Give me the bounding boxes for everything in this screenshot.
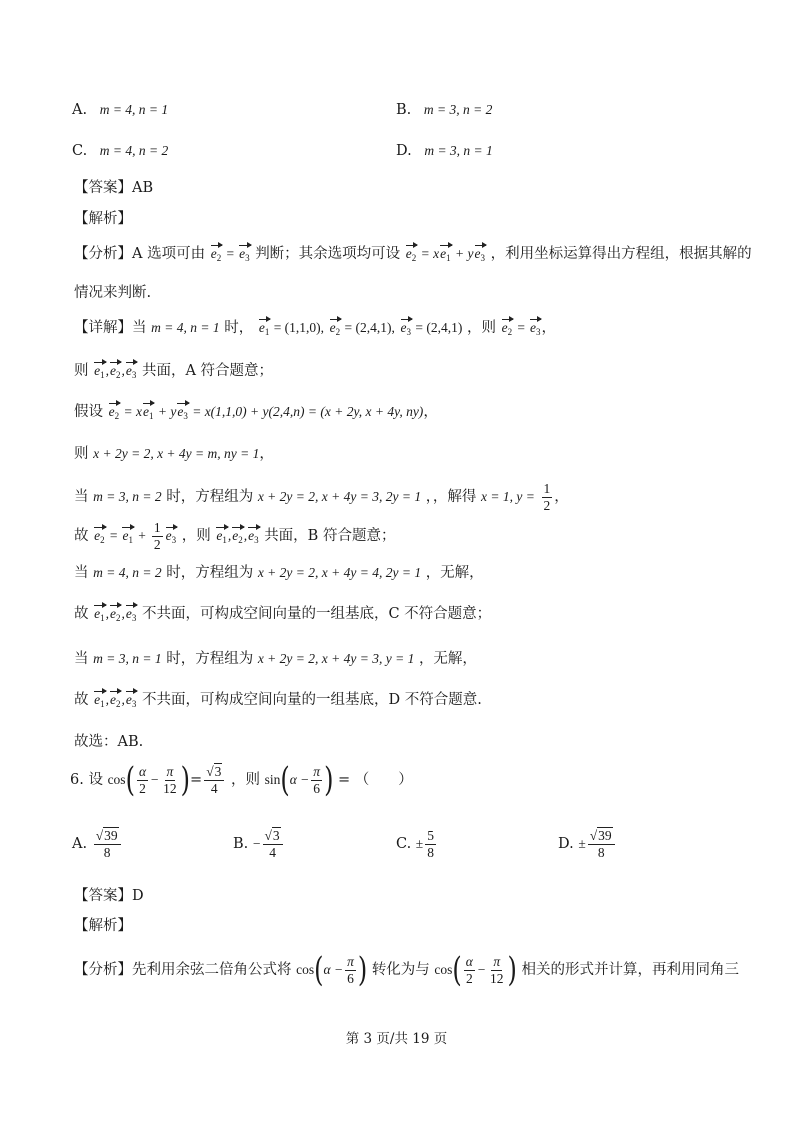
math: cos xyxy=(107,772,126,788)
text: = （ ） xyxy=(338,772,413,789)
case-c-line xyxy=(74,565,484,582)
text: 判断；其余选项均可设 xyxy=(255,246,401,262)
q6-option-d xyxy=(558,828,617,860)
fraction: $\frac{\pi}{12}$ xyxy=(490,954,504,986)
q6-analysis-paragraph: 【分析】先利用余弦二倍角公式将 cos(α − $\frac{\pi}{6}$ ) 转化为与 cos( $\frac{\alpha}{2}$ − $\frac{\pi}{12}$ ) 相关的形式并计算，再利用同角三 xyxy=(74,949,739,990)
math: x + 2y = 2, x + 4y = 3, y = 1 xyxy=(257,651,415,666)
math: m = 4, n = 2 xyxy=(93,565,162,580)
fraction: $\frac{\pi}{6}$ xyxy=(347,954,354,986)
math: m = 4, n = 1 xyxy=(151,320,220,335)
fraction: $\frac{\alpha}{2}$ xyxy=(138,764,147,796)
text: 【详解】当 xyxy=(74,320,147,336)
text: 【分析】A 选项可由 xyxy=(74,246,206,262)
case-b-result: 故 $e_2 = e_1$ + $\frac{1}{2}$ $e_3$ ，则 $e_1,e_2,e_3$ 共面，B 符合题意； xyxy=(74,520,396,552)
math: x + 2y = 2, x + 4y = 3, 2y = 1 xyxy=(257,489,422,505)
case-d-line xyxy=(74,651,477,668)
text: 不共面，可构成空间向量的一组基底，D 不符合题意. xyxy=(141,692,482,708)
answer-label: 【答案】AB xyxy=(74,180,154,196)
q6-analysis-label: 【解析】 xyxy=(74,918,132,934)
option-letter: D. xyxy=(558,836,574,853)
fraction: $\frac{\pi}{12}$ xyxy=(163,764,177,796)
option-letter: B. xyxy=(396,102,412,118)
option-letter: B. xyxy=(233,836,249,853)
text: 时，方程组为 xyxy=(166,651,254,667)
text: ，，解得 xyxy=(425,489,477,506)
text: ，则 xyxy=(230,772,260,789)
math: cos xyxy=(296,962,315,978)
text: 共面，B 符合题意； xyxy=(264,528,396,545)
math: x + 2y = 2, x + 4y = 4, 2y = 1 xyxy=(257,565,422,580)
text: ，无解， xyxy=(418,651,477,667)
text: 【分析】先利用余弦二倍角公式将 xyxy=(74,962,292,979)
fraction: $\frac{\alpha}{2}$ xyxy=(465,954,473,986)
text: 当 xyxy=(74,651,89,667)
text: 则 xyxy=(74,363,89,379)
sign: − xyxy=(252,836,261,852)
option-letter: A. xyxy=(72,102,88,118)
text: 不共面，可构成空间向量的一组基底，C 不符合题意； xyxy=(141,606,492,622)
text: 时，方程组为 xyxy=(166,565,254,581)
text: ，则 xyxy=(466,320,496,336)
text: ，则 xyxy=(181,528,211,545)
math: α − xyxy=(289,772,310,788)
fraction: $\frac{1}{2}$ xyxy=(153,520,161,552)
case-b-line: 当 m = 3, n = 2 时，方程组为 x + 2y = 2, x + 4y = 3, 2y = 1 ，，解得 x = 1, y = $\frac{1}{2}$ ， xyxy=(74,481,569,513)
text: 时， xyxy=(224,320,254,336)
text: 假设 xyxy=(74,404,103,420)
text: ，利用坐标运算得出方程组，根据其解的 xyxy=(490,246,752,262)
option-c-text: m = 4, n = 2 xyxy=(99,143,169,158)
fraction: $\frac{5}{8}$ xyxy=(427,828,434,860)
text: 相关的形式并计算，再利用同角三 xyxy=(521,962,739,979)
assume-line: 假设 $e_2 = xe_1 + ye_3 = x(1,1,0) + y(2,4,n) = (x + 2y$, x + 4y, ny)， xyxy=(74,404,438,421)
q6-option-b xyxy=(233,828,285,860)
math: x + 2y = 2, x + 4y = m, ny = 1 xyxy=(93,446,260,461)
option-a-text: m = 4, n = 1 xyxy=(99,102,169,117)
q6-option-a xyxy=(72,828,123,860)
math: m = 3, n = 2 xyxy=(93,489,162,505)
option-c xyxy=(72,143,168,159)
q6-option-c xyxy=(396,828,438,860)
fraction: $\frac{\pi}{6}$ xyxy=(313,764,321,796)
page-footer: 第 3 页/共 19 页 xyxy=(345,1031,448,1047)
detail-line-1: 【详解】当 m = 4, n = 1 时， $e_1 = (1,1,0)$, $e_2 = (2,4,1)$, $e_3 = (2,4,1)$ ，则 $e_2 = e_3$， xyxy=(74,320,556,337)
fraction: $\frac{√39}{8}$ xyxy=(94,828,121,860)
option-d-text: m = 3, n = 1 xyxy=(424,143,493,158)
question-6-stem: 6. 设 cos( $\frac{\alpha}{2}$ − $\frac{\pi}{12}$ )= $\frac{√3}{4}$ ，则 sin(α − $\frac{\pi}{6}$ ) = （ ） xyxy=(70,759,413,800)
coplanar-a-line: 则 $e_1,e_2,e_3$ 共面，A 符合题意； xyxy=(74,363,274,380)
option-d xyxy=(396,143,493,159)
math: cos xyxy=(434,962,453,978)
option-a xyxy=(72,102,168,118)
text: 6. 设 xyxy=(70,772,103,789)
math: = (2,4,1) xyxy=(415,320,463,335)
text: 故 xyxy=(74,692,89,708)
analysis-label: 【解析】 xyxy=(74,211,132,227)
text: 时，方程组为 xyxy=(166,489,254,506)
case-d-result: 故 $e_1,e_2,e_3$ 不共面，可构成空间向量的一组基底，D 不符合题意. xyxy=(74,692,482,709)
text: ，无解， xyxy=(425,565,484,581)
text: 当 xyxy=(74,565,89,581)
math: = (2,4,1), xyxy=(344,320,395,335)
fraction: $\frac{√39}{8}$ xyxy=(588,828,615,860)
analysis-paragraph: 【分析】A 选项可由 $e_2 = e_3$ 判断；其余选项均可设 $e_2 = xe_1 + ye_3$ ，利用坐标运算得出方程组，根据其解的 xyxy=(74,246,752,263)
math: = x(1,1,0) + y(2,4,n) = (x + 2y, x + 4y, ny) xyxy=(192,404,424,419)
text: 当 xyxy=(74,489,89,506)
math: α − xyxy=(323,962,344,978)
math: x = 1, y = xyxy=(481,489,535,505)
option-b-text: m = 3, n = 2 xyxy=(423,102,493,117)
text: 转化为与 xyxy=(371,962,430,979)
sign: ± xyxy=(578,836,586,852)
system-general-line: 则 x + 2y = 2, x + 4y = m, ny = 1， xyxy=(74,446,274,462)
fraction: $\frac{√3}{4}$ xyxy=(204,764,224,796)
math: m = 3, n = 1 xyxy=(93,651,162,666)
fraction: $\frac{√3}{4}$ xyxy=(263,828,283,860)
option-b xyxy=(396,102,492,118)
text: 则 xyxy=(74,446,89,462)
fraction: $\frac{1}{2}$ xyxy=(543,481,551,513)
case-c-result: 故 $e_1,e_2,e_3$ 不共面，可构成空间向量的一组基底，C 不符合题意； xyxy=(74,606,492,623)
text: 故 xyxy=(74,528,89,545)
math: = (1,1,0), xyxy=(273,320,325,335)
math: sin xyxy=(264,772,281,788)
option-letter: A. xyxy=(72,836,88,853)
text: 故 xyxy=(74,606,89,622)
option-letter: D. xyxy=(396,143,412,159)
sign: ± xyxy=(415,836,424,852)
analysis-paragraph-cont: 情况来判断. xyxy=(74,285,152,301)
option-letter: C. xyxy=(396,836,412,853)
option-letter: C. xyxy=(72,143,88,159)
q6-answer-label: 【答案】D xyxy=(74,888,144,904)
final-answer: 故选：AB. xyxy=(74,734,144,750)
text: 共面，A 符合题意； xyxy=(141,363,274,379)
